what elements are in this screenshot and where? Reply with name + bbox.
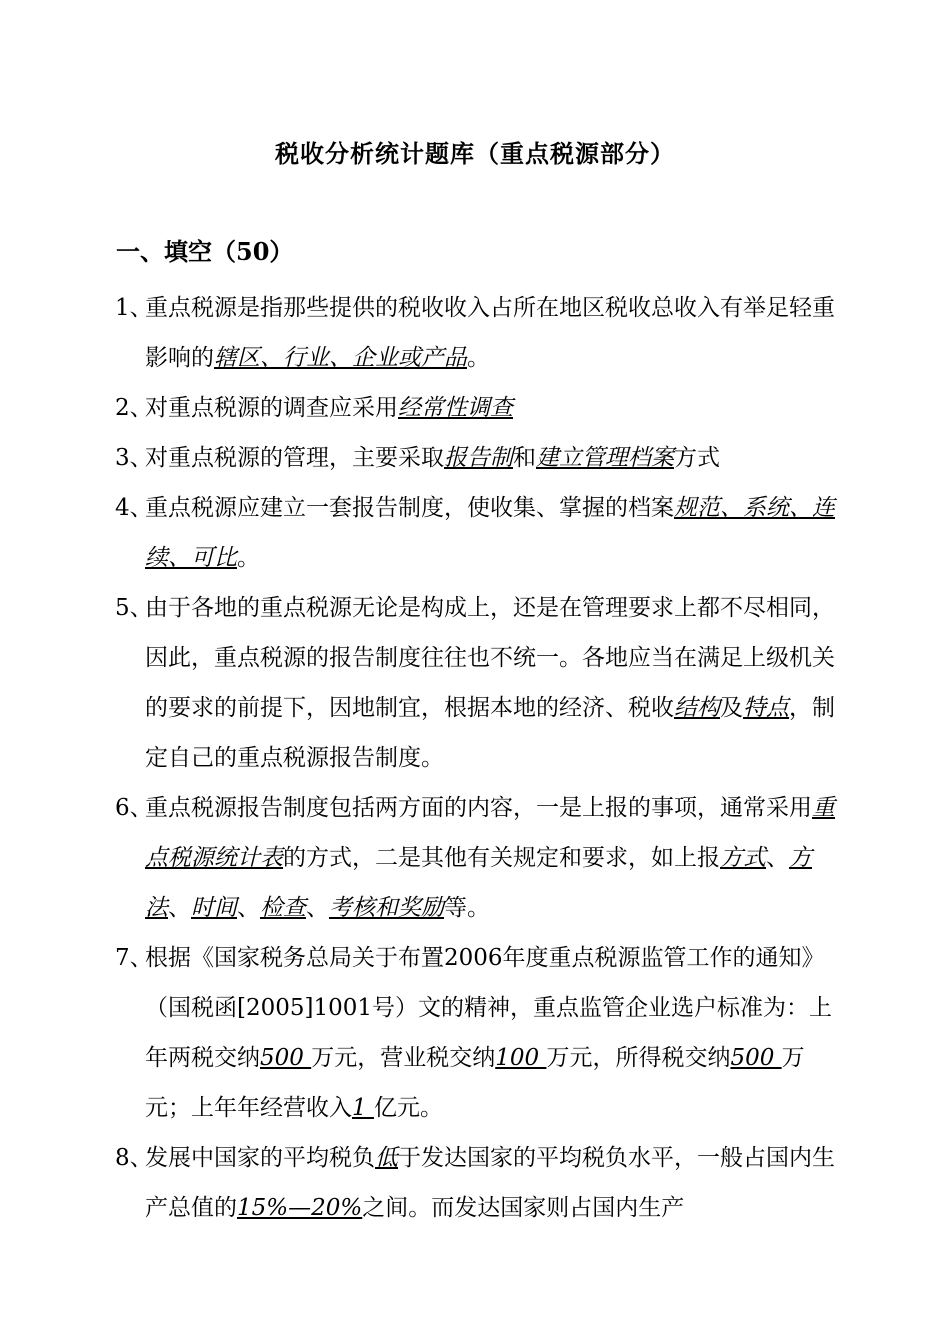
- question-text: 重点税源是指那些提供的税收收入占所在地区税收总收入有举足轻重影响的: [145, 295, 835, 371]
- question-text: 、: [766, 845, 789, 871]
- question-text: 重点税源报告制度包括两方面的内容，一是上报的事项，通常采用: [145, 795, 812, 821]
- question-text: ，制定自己的重点税源报告制度。: [145, 695, 835, 771]
- question-number: 6、: [115, 795, 153, 821]
- question-number: 5、: [115, 595, 153, 621]
- question-item: [116, 1133, 846, 1233]
- question-item: [116, 783, 846, 933]
- answer-blank: 报告制: [444, 445, 513, 471]
- question-item: [116, 483, 846, 583]
- question-number: 2、: [115, 395, 153, 421]
- document-title: 税收分析统计题库（重点税源部分）: [275, 139, 675, 168]
- question-item: [116, 433, 846, 483]
- question-text: 万元，所得税交纳: [546, 1045, 731, 1071]
- answer-blank: 辖区、行业、企业或产品: [214, 345, 467, 371]
- section-heading: 一、填空（50）: [116, 237, 294, 266]
- answer-blank: 1: [352, 1095, 374, 1121]
- answer-blank: 100: [495, 1045, 547, 1071]
- answer-blank: 考核和奖励: [329, 895, 444, 921]
- question-text: 对重点税源的调查应采用: [145, 395, 398, 421]
- question-text: 。: [237, 545, 260, 571]
- question-text: 由于各地的重点税源无论是构成上，还是在管理要求上都不尽相同，因此，重点税源的报告制度往往也不统一。各地应当在满足上级机关的要求的前提下，因地制宜，根据本地的经济、税收: [145, 595, 835, 721]
- question-text: 万元，营业税交纳: [311, 1045, 496, 1071]
- question-text: 万元；上年年经营收入: [145, 1045, 805, 1121]
- question-item: [116, 283, 846, 383]
- question-text: 根据《国家税务总局关于布置2006年度重点税源监管工作的通知》（国税函[2005]1001号）文的精神，重点监管企业选户标准为：上年两税交纳: [145, 945, 833, 1071]
- question-text: 方式: [674, 445, 720, 471]
- question-number: 8、: [115, 1145, 153, 1171]
- question-text: 。: [467, 345, 490, 371]
- question-list: [116, 283, 846, 1233]
- question-text: 之间。而发达国家则占国内生产: [362, 1195, 685, 1221]
- answer-blank: 结构: [674, 695, 720, 721]
- question-text: 、: [168, 895, 191, 921]
- question-text: 等。: [444, 895, 490, 921]
- answer-blank: 方法: [145, 845, 812, 921]
- answer-blank: 方式: [720, 845, 766, 871]
- question-number: 4、: [115, 495, 153, 521]
- question-text: 重点税源应建立一套报告制度，使收集、掌握的档案: [145, 495, 674, 521]
- answer-blank: 检查: [260, 895, 306, 921]
- answer-blank: 特点: [743, 695, 789, 721]
- question-text: 的方式，二是其他有关规定和要求，如上报: [283, 845, 720, 871]
- answer-blank: 时间: [191, 895, 237, 921]
- question-text: 及: [720, 695, 743, 721]
- answer-blank: 500: [730, 1045, 782, 1071]
- question-text: 发展中国家的平均税负: [145, 1145, 375, 1171]
- question-text: 和: [513, 445, 536, 471]
- question-text: 对重点税源的管理，主要采取: [145, 445, 444, 471]
- question-text: 、: [237, 895, 260, 921]
- answer-blank: 重点税源统计表: [145, 795, 835, 871]
- answer-blank: 经常性调查: [398, 395, 513, 421]
- answer-blank: 规范、系统、连续、可比: [145, 495, 835, 571]
- question-text: 于发达国家的平均税负水平，一般占国内生产总值的: [145, 1145, 835, 1221]
- question-item: [116, 383, 846, 433]
- answer-blank: 500: [260, 1045, 312, 1071]
- question-item: [116, 933, 846, 1133]
- question-number: 1、: [115, 295, 153, 321]
- question-number: 7、: [115, 945, 153, 971]
- question-text: 亿元。: [373, 1095, 443, 1121]
- answer-blank: 建立管理档案: [536, 445, 674, 471]
- question-text: 、: [306, 895, 329, 921]
- answer-blank: 低: [375, 1145, 398, 1171]
- question-number: 3、: [115, 445, 153, 471]
- question-item: [116, 583, 846, 783]
- answer-blank: 15%—20%: [237, 1195, 363, 1221]
